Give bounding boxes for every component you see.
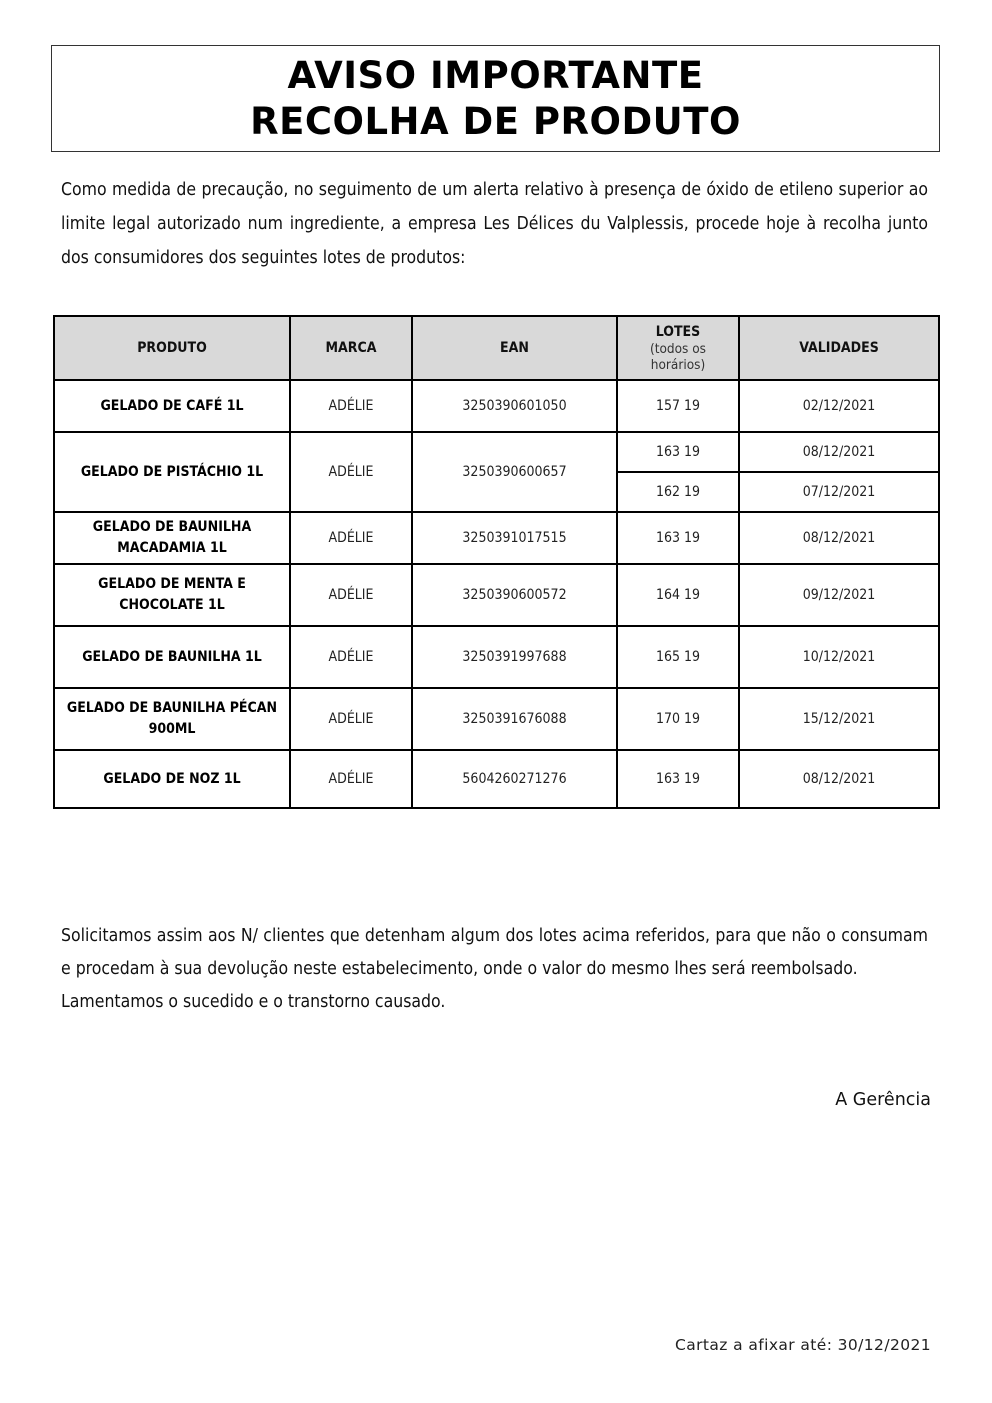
- cell-lote: 165 19: [617, 626, 739, 688]
- cell-lote: 163 19: [617, 512, 739, 564]
- cell-produto: GELADO DE CAFÉ 1L: [54, 380, 290, 432]
- header-marca: MARCA: [290, 316, 412, 380]
- cell-ean: 3250390600572: [412, 564, 617, 626]
- cell-validade: 08/12/2021: [739, 432, 939, 472]
- cell-marca: ADÉLIE: [290, 432, 412, 512]
- header-validades: VALIDADES: [739, 316, 939, 380]
- cell-produto: GELADO DE PISTÁCHIO 1L: [54, 432, 290, 512]
- cell-validade: 02/12/2021: [739, 380, 939, 432]
- cell-lote: 157 19: [617, 380, 739, 432]
- table-row: [54, 564, 939, 626]
- cell-marca: ADÉLIE: [290, 750, 412, 808]
- cell-validade: 09/12/2021: [739, 564, 939, 626]
- header-lotes-label: LOTES: [655, 324, 701, 340]
- title-line-1: AVISO IMPORTANTE: [287, 53, 704, 97]
- cell-ean: 3250390600657: [412, 432, 617, 512]
- cell-produto: GELADO DE MENTA E CHOCOLATE 1L: [54, 564, 290, 626]
- cell-lote: 162 19: [617, 472, 739, 512]
- title-box: [51, 45, 940, 152]
- cell-marca: ADÉLIE: [290, 512, 412, 564]
- cell-ean: 3250390601050: [412, 380, 617, 432]
- cell-marca: ADÉLIE: [290, 626, 412, 688]
- cell-produto: GELADO DE BAUNILHA PÉCAN 900ML: [54, 688, 290, 750]
- cell-marca: ADÉLIE: [290, 564, 412, 626]
- closing-request: Solicitamos assim aos N/ clientes que detenham algum dos lotes acima referidos, para que não o consumam e procedam à sua devolução neste estabelecimento, onde o valor do mesmo lhes será reembolsado.: [61, 926, 928, 979]
- cell-lote: 163 19: [617, 750, 739, 808]
- cell-validade: 15/12/2021: [739, 688, 939, 750]
- cell-produto: GELADO DE BAUNILHA MACADAMIA 1L: [54, 512, 290, 564]
- cell-ean: 3250391017515: [412, 512, 617, 564]
- cell-validade: 08/12/2021: [739, 512, 939, 564]
- signature: A Gerência: [835, 1090, 931, 1110]
- cell-ean: 3250391997688: [412, 626, 617, 688]
- table-row: [54, 750, 939, 808]
- header-ean: EAN: [412, 316, 617, 380]
- header-lotes: [617, 316, 739, 380]
- cell-produto: GELADO DE BAUNILHA 1L: [54, 626, 290, 688]
- cell-produto: GELADO DE NOZ 1L: [54, 750, 290, 808]
- cell-lote: 163 19: [617, 432, 739, 472]
- cell-lote: 170 19: [617, 688, 739, 750]
- recall-table: [53, 315, 940, 809]
- header-lotes-note: (todos os horários): [649, 341, 706, 373]
- title-line-2: RECOLHA DE PRODUTO: [250, 99, 741, 143]
- table-row: [54, 432, 939, 472]
- cell-validade: 10/12/2021: [739, 626, 939, 688]
- cell-ean: 5604260271276: [412, 750, 617, 808]
- cell-validade: 08/12/2021: [739, 750, 939, 808]
- intro-paragraph: Como medida de precaução, no seguimento de um alerta relativo à presença de óxido de etileno superior ao limite legal autorizado num ingrediente, a empresa Les Délices du Valplessis, procede hoje à recolha junto dos consumidores dos seguintes lotes de produtos:: [61, 180, 928, 268]
- closing-apology: Lamentamos o sucedido e o transtorno causado.: [61, 992, 446, 1012]
- cell-lote: 164 19: [617, 564, 739, 626]
- cell-marca: ADÉLIE: [290, 380, 412, 432]
- table-row: [54, 688, 939, 750]
- table-row: [54, 626, 939, 688]
- cell-ean: 3250391676088: [412, 688, 617, 750]
- table-header-row: [54, 316, 939, 380]
- closing-section: [61, 920, 928, 1019]
- cell-marca: ADÉLIE: [290, 688, 412, 750]
- header-produto: PRODUTO: [54, 316, 290, 380]
- cell-validade: 07/12/2021: [739, 472, 939, 512]
- footer-posting-date: Cartaz a afixar até: 30/12/2021: [675, 1336, 931, 1354]
- table-row: [54, 380, 939, 432]
- table-row: [54, 512, 939, 564]
